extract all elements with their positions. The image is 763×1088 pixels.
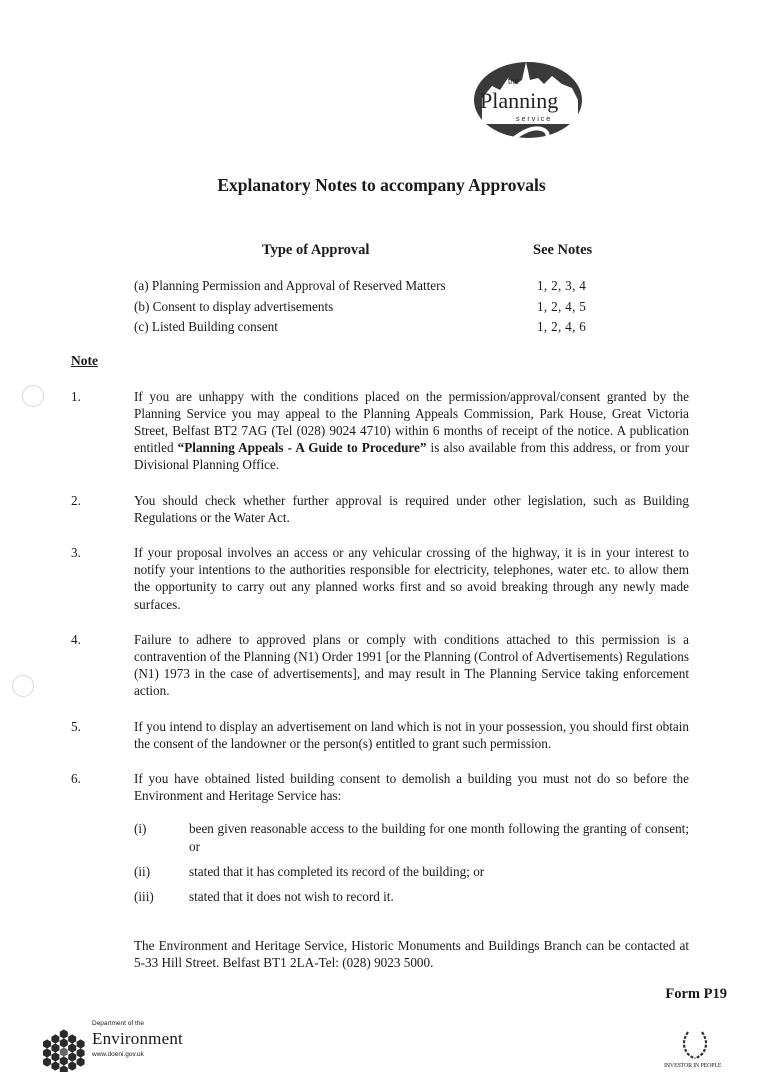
laurel-wreath-icon bbox=[680, 1028, 710, 1065]
sub-item-text: stated that it does not wish to record it. bbox=[189, 888, 394, 904]
note-number: 1. bbox=[71, 388, 81, 404]
approval-notes: 1, 2, 4, 5 bbox=[537, 298, 587, 314]
contact-text: The Environment and Heritage Service, Historic Monuments and Buildings Branch can be contacted at 5-33 Hill Street. Belfast BT1 2LA-Tel: (028) 9023 5000. bbox=[134, 938, 689, 971]
form-id: Form P19 bbox=[665, 985, 727, 1002]
logo-word-service: service bbox=[516, 116, 553, 123]
note-text: If you have obtained listed building consent to demolish a building you must not do so before the Environment and Heritage Service has: bbox=[134, 770, 689, 804]
hexagon-cell bbox=[68, 1052, 76, 1061]
hexagon-cell bbox=[60, 1056, 68, 1065]
hexagon-cell bbox=[60, 1029, 68, 1038]
hexagon-cell bbox=[68, 1061, 76, 1070]
approvals-table-header bbox=[134, 242, 634, 264]
note-item bbox=[0, 770, 763, 804]
page-title: Explanatory Notes to accompany Approvals bbox=[217, 175, 546, 195]
note-item bbox=[0, 388, 763, 474]
note-item bbox=[0, 718, 763, 752]
table-row bbox=[134, 278, 634, 299]
sub-item-number: (iii) bbox=[134, 888, 154, 904]
hexagon-cell bbox=[77, 1048, 85, 1057]
approval-type: (c) Listed Building consent bbox=[134, 319, 278, 334]
column-header-type: Type of Approval bbox=[262, 242, 370, 258]
hexagon-cell bbox=[60, 1047, 68, 1056]
sub-item-number: (i) bbox=[134, 821, 147, 837]
note-text: You should check whether further approval is required under other legislation, such as Building Regulations or the Water Act. bbox=[134, 492, 689, 525]
note-number: 6. bbox=[71, 770, 81, 786]
note-item bbox=[0, 544, 763, 613]
note-text: If you intend to display an advertisement on land which is not in your possession, you should first obtain the consent of the landowner or the person(s) entitled to grant such permission. bbox=[134, 718, 689, 751]
doe-line2: Environment bbox=[92, 1028, 183, 1048]
doe-url: www.doeni.gov.uk bbox=[92, 1050, 144, 1058]
sub-item-text: stated that it has completed its record of the building; or bbox=[189, 863, 485, 879]
hexagon-cell bbox=[60, 1065, 68, 1072]
footer bbox=[0, 1018, 763, 1078]
note-number: 4. bbox=[71, 631, 81, 647]
doe-hexagon-logo-icon bbox=[42, 1026, 86, 1077]
approval-notes: 1, 2, 4, 6 bbox=[537, 319, 587, 334]
sub-item bbox=[0, 820, 763, 854]
hexagon-cell bbox=[77, 1039, 85, 1048]
note-text-part: is also available from this address, or from your Divisional Planning Office. bbox=[134, 440, 689, 473]
column-header-notes: See Notes bbox=[533, 242, 593, 258]
table-row bbox=[134, 299, 634, 320]
approvals-table bbox=[134, 242, 634, 340]
hexagon-cell bbox=[68, 1043, 76, 1052]
approval-type: (b) Consent to display advertisements bbox=[134, 298, 334, 314]
note-item bbox=[0, 631, 763, 700]
iip-label: INVESTOR IN PEOPLE bbox=[664, 1062, 722, 1069]
approval-notes: 1, 2, 3, 4 bbox=[537, 278, 587, 293]
note-text: Failure to adhere to approved plans or comply with conditions attached to this permission is a contravention of the Planning (N1) Order 1991 [or the Planning (Control of Advertisements) Regulations (N1) 1973 in the case of advertisements], and may result in The Planning Service taking enforcement action. bbox=[134, 631, 689, 699]
hexagon-cell bbox=[51, 1052, 59, 1061]
hexagon-cell bbox=[60, 1038, 68, 1047]
note-text bbox=[134, 388, 689, 474]
hexagon-cell bbox=[43, 1039, 51, 1048]
hexagon-cell bbox=[77, 1057, 85, 1066]
hexagon-cell bbox=[43, 1057, 51, 1066]
doe-line1: Department of the bbox=[92, 1019, 145, 1027]
note-number: 3. bbox=[71, 544, 81, 560]
hexagon-cell bbox=[68, 1034, 76, 1043]
sub-item bbox=[0, 888, 763, 905]
publication-title: “Planning Appeals - A Guide to Procedure” bbox=[177, 440, 427, 456]
table-row bbox=[134, 319, 634, 340]
sub-item bbox=[0, 863, 763, 880]
logo-word-the: the bbox=[508, 77, 520, 86]
logo-word-planning: Planning bbox=[480, 88, 559, 113]
note-item bbox=[0, 492, 763, 526]
hexagon-cell bbox=[51, 1043, 59, 1052]
sub-item-number: (ii) bbox=[134, 863, 151, 879]
approval-type: (a) Planning Permission and Approval of Reserved Matters bbox=[134, 278, 446, 293]
note-number: 5. bbox=[71, 718, 81, 734]
hexagon-cell bbox=[51, 1034, 59, 1043]
sub-item-text: been given reasonable access to the building for one month following the granting of consent; or bbox=[189, 821, 689, 854]
note-text-part: If you are unhappy with the conditions placed on the permission/approval/consent granted by the Planning Service you may appeal to the Planning Appeals Commission, Park House, Great Victoria Street, Belfast BT2 7AG (Tel (028) 9024 4710) within 6 months of receipt of the notice. A publication entitled bbox=[134, 388, 689, 456]
hexagon-cell bbox=[51, 1061, 59, 1070]
note-number: 2. bbox=[71, 492, 81, 508]
hexagon-cell bbox=[43, 1048, 51, 1057]
note-text: If your proposal involves an access or any vehicular crossing of the highway, it is in your interest to notify your intentions to the authorities responsible for electricity, telephones, water etc. to allow them the opportunity to carry out any planned works first and so avoid breaking through any newly made surfaces. bbox=[134, 544, 689, 612]
notes-heading: Note bbox=[71, 352, 98, 368]
